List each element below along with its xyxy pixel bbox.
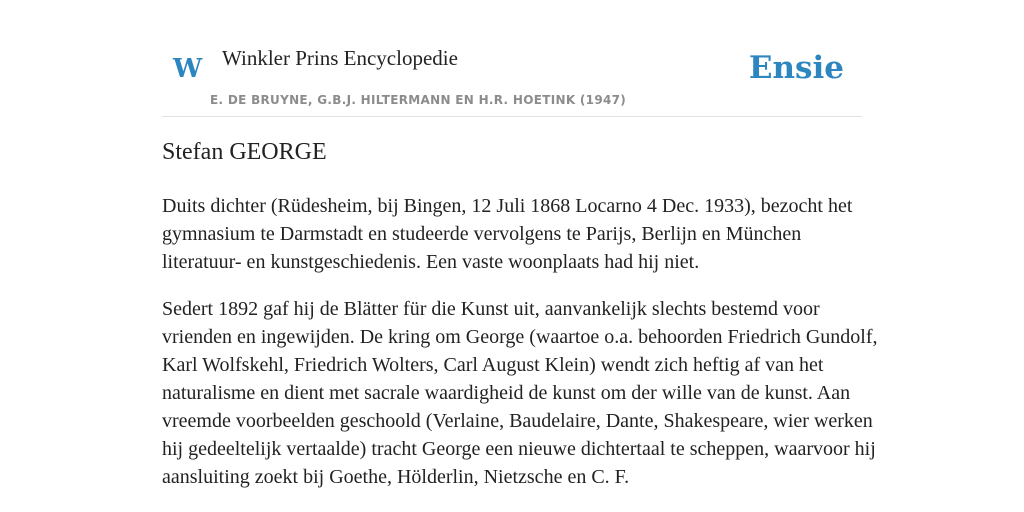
source-title[interactable]: Winkler Prins Encyclopedie — [222, 46, 458, 70]
source-authors: E. DE BRUYNE, G.B.J. HILTERMANN EN H.R. HOETINK (1947) — [210, 93, 627, 107]
article-paragraph-2: Sedert 1892 gaf hij de Blätter für die Kunst uit, aanvankelijk slechts bestemd voor vrienden en ingewijden. De kring om George (waartoe o.a. behoorden Friedrich Gundolf, Karl Wolfskehl, Friedrich Wolters, Carl August Klein) wendt zich heftig af van het naturalisme en dient met sacrale waardigheid de kunst om der wille van de kunst. Aan vreemde voorbeelden geschoold (Verlaine, Baudelaire, Dante, Shakespeare, wier werken hij gedeeltelijk vertaalde) tracht George een nieuwe dichtertaal te scheppen, waarvoor hij aansluiting zoekt bij Goethe, Hölderlin, Nietzsche en C. F. — [162, 298, 878, 488]
source-header — [162, 38, 862, 117]
article-title: Stefan GEORGE — [162, 139, 327, 165]
ensie-logo-link[interactable]: Ensie — [748, 50, 844, 86]
winkler-prins-logo-icon: W — [173, 54, 203, 84]
article-paragraph-1: Duits dichter (Rüdesheim, bij Bingen, 12 Juli 1868 Locarno 4 Dec. 1933), bezocht het gymnasium te Darmstadt en studeerde vervolgens te Parijs, Berlijn en München literatuur- en kunstgeschiedenis. Een vaste woonplaats had hij niet. — [162, 195, 853, 273]
